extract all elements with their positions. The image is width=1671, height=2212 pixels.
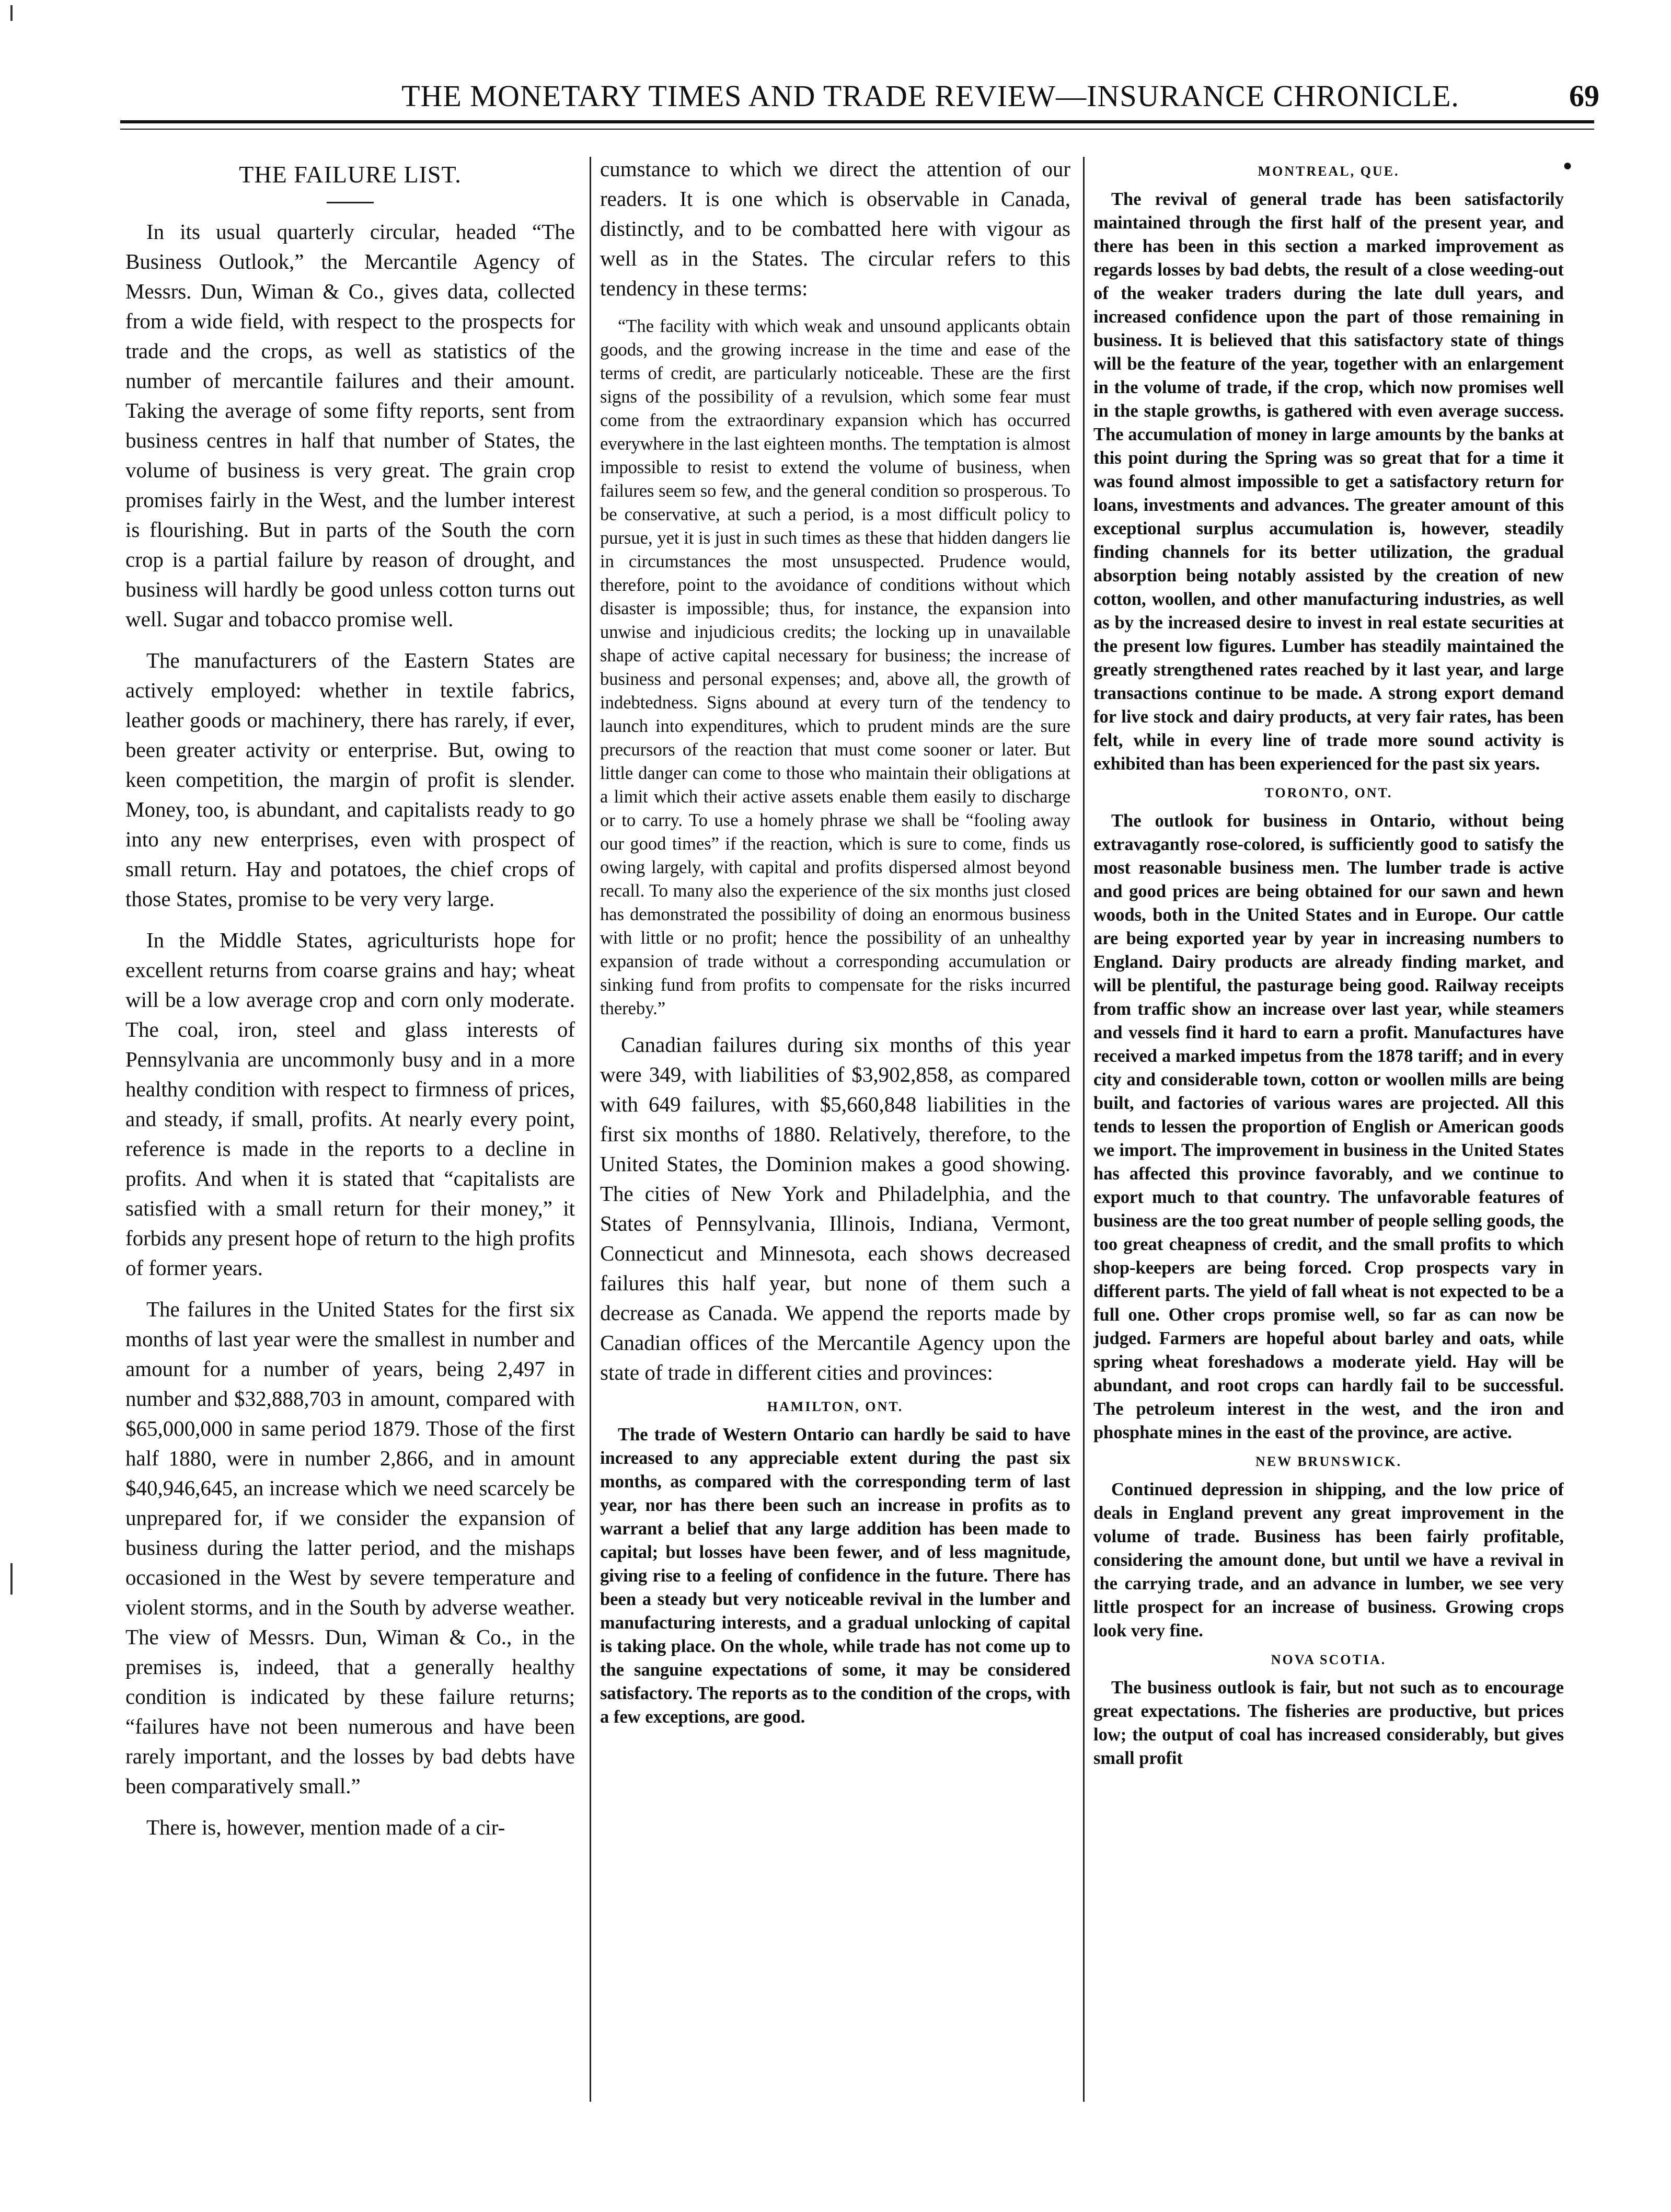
report-new-brunswick: Continued depression in shipping, and the low price of deals in England prevent any great improvement in the volume of trade. Business has been fairly profitable, considering the amount done, but until we have a revival in the carrying trade, and an advance in lumber, we see very little prospect for an increase of business. Growing crops look very fine. [1093, 1480, 1564, 1641]
column-divider [590, 157, 591, 2102]
column-divider [1083, 157, 1085, 2102]
section-heading-nova-scotia: NOVA SCOTIA. [1271, 1652, 1387, 1667]
paragraph: The manufacturers of the Eastern States are actively employed: whether in textile fabrics, leather goods or machinery, there has rarely, if ever, been greater activity or enterprise. But, owing to keen competition, the margin of profit is slender. Money, too, is abundant, and capitalists ready to go into any new enterprises, even with prospect of small return. Hay and potatoes, the chief crops of those States, promise to be very very large. [125, 648, 575, 911]
column-1 [125, 154, 575, 2115]
section-heading-toronto: TORONTO, ONT. [1264, 785, 1393, 800]
report-toronto: The outlook for business in Ontario, without being extravagantly rose-colored, is sufficiently good to satisfy the most reasonable business men. The lumber trade is active and good prices are being obtained for our sawn and hewn woods, both in the United States and in Europe. Our cattle are being exported year by year in increasing numbers to England. Dairy products are already finding market, and will be plentiful, the pasturage being good. Railway receipts from traffic show an increase over last year, while steamers and vessels find it hard to earn a profit. Manufactures have received a marked impetus from the 1878 tariff; and in every city and considerable town, cotton or woollen mills are being built, and factories of various wares are projected. All this tends to lessen the proportion of English or American goods we import. The improvement in business in the United States has affected this province favorably, and we continue to export much to that country. The unfavorable features of business are the too great number of people selling goods, the too great cheapness of credit, and the small profits to which shop-keepers are being forced. Crop prospects vary in different parts. The yield of fall wheat is not expected to be a full one. Other crops promise well, so far as can now be judged. Farmers are hopeful about barley and oats, while spring wheat foreshadows a moderate yield. Hay will be abundant, and root crops can hardly fail to be successful. The petroleum interest in the west, and the iron and phosphate mines in the east of the province, are active. [1093, 811, 1564, 1442]
column-3 [1093, 154, 1564, 2115]
header-rule [120, 120, 1594, 123]
paragraph: The failures in the United States for the first six months of last year were the smallest in number and amount for a number of years, being 2,497 in number and $32,888,703 in amount, compared with $65,000,000 in same period 1879. Those of the first half 1880, were in number 2,866, and in amount $40,946,645, an increase which we need scarcely be unprepared for, if we consider the expansion of business during the latter period, and the mishaps occasioned in the West by severe temperature and violent storms, and in the South by adverse weather. The view of Messrs. Dun, Wiman & Co., in the premises is, indeed, that a generally healthy condition is indicated by these failure returns; “failures have not been numerous and have been rarely important, and the losses by bad debts have been comparatively small.” [125, 1297, 575, 1798]
column-2 [600, 154, 1070, 2115]
report-montreal: The revival of general trade has been satisfactorily maintained through the first half of the present year, and there has been in this section a marked improvement as regards losses by bad debts, the result of a close weeding-out of the weaker traders during the late dull years, and increased confidence upon the part of those remaining in business. It is believed that this satisfactory state of things will be the feature of the year, together with an enlargement in the volume of trade, if the crop, which now promises well in the staple growths, is gathered with even average success. The accumulation of money in large amounts by the banks at this point during the Spring was so great that for a time it was found almost impossible to get a satisfactory return for loans, investments and advances. The greater amount of this exceptional surplus accumulation is, however, steadily finding channels for its better utilization, the gradual absorption being notably assisted by the creation of new cotton, woollen, and other manufacturing industries, as well as by the increased desire to invest in real estate securities at the present low figures. Lumber has steadily maintained the greatly strengthened rates reached by it last year, and large transactions continue to be made. A strong export demand for live stock and dairy products, at very fair rates, has been felt, while in every line of trade more sound activity is exhibited than has been experienced for the past six years. [1093, 189, 1564, 774]
paragraph: In the Middle States, agriculturists hope for excellent returns from coarse grains and hay; wheat will be a low average crop and corn only moderate. The coal, iron, steel and glass interests of Pennsylvania are uncommonly busy and in a more healthy condition with respect to firmness of prices, and steady, if small, profits. At nearly every point, reference is made in the reports to a decline in profits. And when it is stated that “capitalists are satisfied with a small return for their money,” it forbids any present hope of return to the high profits of former years. [125, 928, 575, 1280]
page-number: 69 [1569, 79, 1599, 113]
report-hamilton: The trade of Western Ontario can hardly be said to have increased to any appreciable extent during the past six months, as compared with the corresponding term of last year, nor has there been such an increase in profits as to warrant a belief that any large addition has been made to capital; but losses have been fewer, and of less magnitude, giving rise to a feeling of confidence in the future. There has been a steady but very noticeable revival in the lumber and manufacturing interests, and a gradual unlocking of capital is taking place. On the whole, while trade has not come up to the sanguine expectations of some, it may be considered satisfactory. The reports as to the condition of the crops, with a few exceptions, are good. [600, 1425, 1070, 1727]
paragraph: There is, however, mention made of a cir- [146, 1815, 505, 1839]
section-heading-montreal: MONTREAL, QUE. [1258, 164, 1400, 179]
report-nova-scotia: The business outlook is fair, but not such as to encourage great expectations. The fisheries are productive, but prices low; the output of coal has increased considerably, but gives small profit [1093, 1678, 1564, 1768]
section-heading-new-brunswick: NEW BRUNSWICK. [1255, 1454, 1402, 1469]
title-rule [327, 202, 374, 203]
bullet-mark: ● [1563, 157, 1573, 174]
paragraph: cumstance to which we direct the attention of our readers. It is one which is observable in Canada, distinctly, and to be combatted here with vigour as well as in the States. The circular refers to this tendency in these terms: [600, 157, 1070, 300]
article-title: THE FAILURE LIST. [239, 161, 462, 188]
scan-edge-mark [10, 5, 13, 21]
running-title: THE MONETARY TIMES AND TRADE REVIEW—INSURANCE CHRONICLE. [401, 79, 1459, 113]
page-header [105, 78, 1599, 125]
scan-edge-mark [10, 1563, 13, 1595]
header-rule-thin [120, 129, 1594, 130]
circular-quote: “The facility with which weak and unsound applicants obtain goods, and the growing increase in the time and ease of the terms of credit, are particularly noticeable. These are the first signs of the possibility of a revulsion, which some fear must come from the extraordinary expansion which has occurred everywhere in the last eighteen months. The temptation is almost impossible to resist to extend the volume of business, when failures seem so few, and the general condition so prosperous. To be conservative, at such a period, is a most difficult policy to pursue, yet it is just in such times as these that hidden dangers lie in circumstances the most unsuspected. Prudence would, therefore, point to the avoidance of conditions without which disaster is impossible; thus, for instance, the expansion into unwise and injudicious credits; the locking up in unavailable shape of active capital necessary for business; the increase of business and personal expenses; and, above all, the growth of indebtedness. Signs abound at every turn of the tendency to launch into expenditures, which to prudent minds are the sure precursors of the reaction that must come sooner or later. But little danger can come to those who maintain their obligations at a limit which their active assets enable them easily to discharge or to carry. To use a homely phrase we shall be “fooling away our good times” if the reaction, which is sure to come, finds us owing largely, with capital and profits dispersed almost beyond recall. To many also the experience of the six months just closed has demonstrated the possibility of doing an enormous business with little or no profit; hence the possibility of an unhealthy expansion of trade without a corresponding accumulation or sinking fund from profits to compensate for the risks incurred thereby.” [600, 316, 1070, 1018]
paragraph: Canadian failures during six months of this year were 349, with liabilities of $3,902,858, as compared with 649 failures, with $5,660,848 liabilities in the first six months of 1880. Relatively, therefore, to the United States, the Dominion makes a good showing. The cities of New York and Philadelphia, and the States of Pennsylvania, Illinois, Indiana, Vermont, Connecticut and Minnesota, each shows decreased failures this half year, but none of them such a decrease as Canada. We append the reports made by Canadian offices of the Mercantile Agency upon the state of trade in different cities and provinces: [600, 1033, 1070, 1384]
section-heading-hamilton: HAMILTON, ONT. [767, 1399, 904, 1414]
paragraph: In its usual quarterly circular, headed “The Business Outlook,” the Mercantile Agency of Messrs. Dun, Wiman & Co., gives data, collected from a wide field, with respect to the prospects for trade and the crops, as well as statistics of the number of mercantile failures and their amount. Taking the average of some fifty reports, sent from business centres in half that number of States, the volume of business is very great. The grain crop promises fairly in the West, and the lumber interest is flourishing. But in parts of the South the corn crop is a partial failure by reason of drought, and business will hardly be good unless cotton turns out well. Sugar and tobacco promise well. [125, 220, 575, 631]
